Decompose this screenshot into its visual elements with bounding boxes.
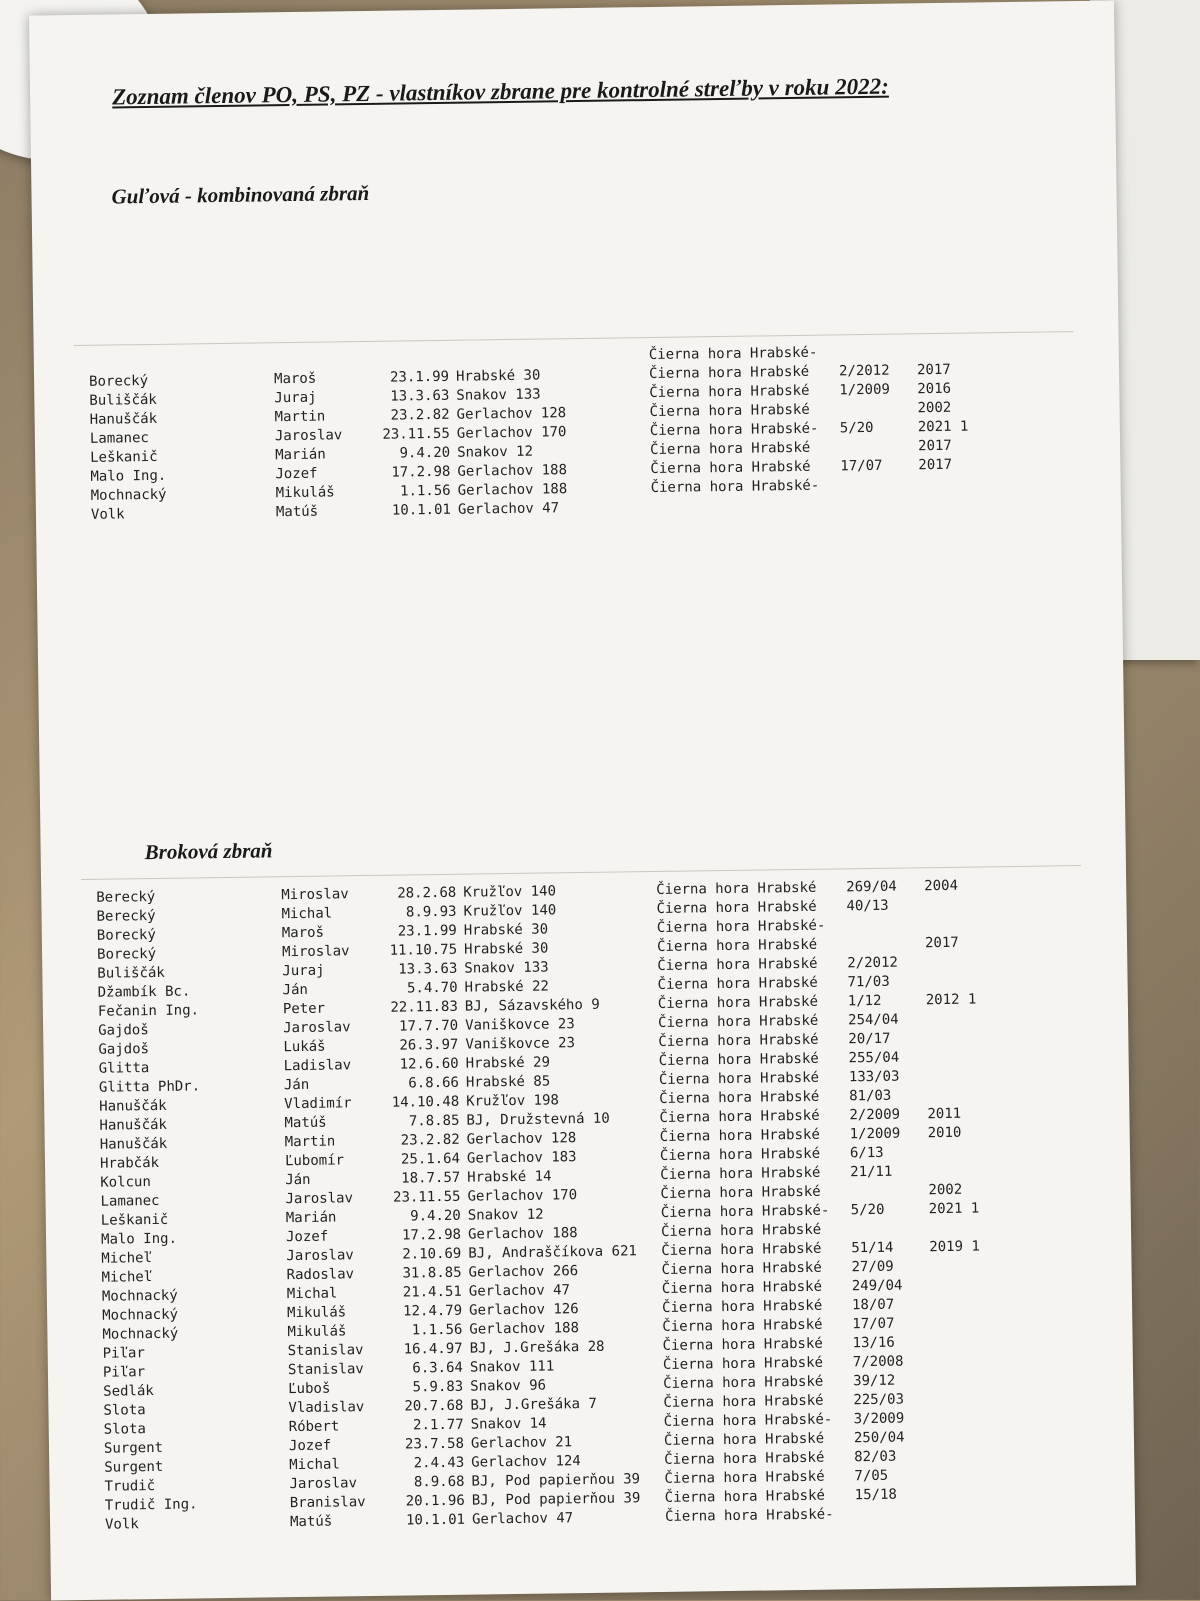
member-year: 2002: [917, 399, 952, 417]
member-hunting-club: Čierna hora Hrabské: [658, 1050, 819, 1069]
document-page: [29, 1, 1136, 1601]
member-first-name: Mikuláš: [287, 1323, 347, 1341]
member-last-name: Trudič: [104, 1478, 156, 1495]
member-address: Gerlachov 126: [468, 1301, 579, 1319]
member-first-name: Martin: [274, 408, 326, 426]
member-hunting-club: Čierna hora Hrabské-: [660, 1202, 830, 1221]
member-birth-date: 17.7.70: [399, 1017, 459, 1035]
member-hunting-club: Čierna hora Hrabské-: [649, 420, 819, 440]
member-address: BJ, Sázavského 9: [464, 996, 600, 1015]
member-hunting-club: Čierna hora Hrabské-: [650, 477, 820, 497]
member-last-name: Piľar: [102, 1364, 146, 1381]
member-license-number: 39/12: [853, 1372, 896, 1390]
shotgun-table: [96, 876, 1105, 1536]
member-hunting-club: Čierna hora Hrabské: [664, 1468, 825, 1487]
member-address: Gerlachov 47: [471, 1510, 574, 1528]
member-hunting-club: Čierna hora Hrabské: [658, 1069, 820, 1088]
member-hunting-club: Čierna hora Hrabské-: [656, 917, 826, 936]
member-first-name: Michal: [289, 1456, 340, 1474]
member-hunting-club: Čierna hora Hrabské: [660, 1183, 821, 1202]
member-hunting-club: Čierna hora Hrabské: [664, 1487, 825, 1506]
member-first-name: Ladislav: [283, 1057, 352, 1075]
member-license-number: 18/07: [851, 1296, 895, 1314]
member-last-name: Mochnacký: [101, 1287, 178, 1305]
member-last-name: Malo Ing.: [100, 1230, 178, 1248]
member-hunting-club: Čierna hora Hrabské: [649, 401, 810, 421]
member-last-name: Malo Ing.: [90, 467, 167, 485]
member-year: 2017: [918, 456, 953, 474]
member-last-name: Berecký: [96, 888, 156, 906]
member-hunting-club: Čierna hora Hrabské: [650, 458, 811, 478]
member-birth-date: 1.1.56: [399, 482, 451, 500]
member-address: Snakov 133: [464, 959, 549, 977]
member-first-name: Michal: [281, 905, 333, 923]
member-year: 2017: [924, 934, 959, 952]
member-year: 2011: [927, 1105, 962, 1123]
member-birth-date: 5.9.83: [412, 1378, 464, 1396]
member-first-name: Radoslav: [286, 1266, 355, 1284]
member-first-name: Lukáš: [283, 1038, 326, 1056]
member-first-name: Jozef: [285, 1228, 329, 1246]
member-address: Gerlachov 47: [457, 500, 560, 518]
member-address: Hrabské 22: [464, 978, 550, 996]
member-last-name: Surgent: [103, 1439, 164, 1457]
member-license-number: 255/04: [848, 1049, 900, 1067]
member-license-number: 254/04: [847, 1011, 899, 1029]
member-birth-date: 28.2.68: [397, 884, 457, 902]
member-birth-date: 13.3.63: [390, 387, 450, 405]
member-first-name: Juraj: [274, 389, 317, 407]
member-birth-date: 23.1.99: [389, 368, 450, 386]
member-year: 2004: [924, 877, 959, 895]
member-birth-date: 1.1.56: [411, 1321, 463, 1339]
member-address: Gerlachov 128: [456, 405, 567, 423]
member-last-name: Glitta PhDr.: [98, 1078, 201, 1096]
member-first-name: Peter: [282, 1000, 326, 1018]
member-year: 2016: [917, 380, 952, 398]
member-license-number: 6/13: [849, 1144, 884, 1162]
member-hunting-club: Čierna hora Hrabské: [660, 1164, 821, 1183]
member-address: Gerlachov 266: [468, 1263, 579, 1281]
section-heading-shotgun: Broková zbraň: [144, 838, 273, 865]
member-hunting-club: Čierna hora Hrabské: [661, 1297, 823, 1316]
member-last-name: Leškanič: [90, 448, 158, 466]
member-birth-date: 11.10.75: [389, 941, 458, 959]
member-hunting-club: Čierna hora Hrabské: [660, 1221, 822, 1240]
member-license-number: 7/05: [854, 1467, 889, 1485]
member-birth-date: 16.4.97: [403, 1340, 463, 1358]
member-birth-date: 12.4.79: [402, 1302, 463, 1320]
member-last-name: Berecký: [96, 907, 156, 925]
member-hunting-club: Čierna hora Hrabské: [663, 1430, 825, 1449]
member-birth-date: 23.2.82: [390, 406, 450, 424]
member-hunting-club: Čierna hora Hrabské-: [648, 344, 818, 364]
member-last-name: Slota: [103, 1421, 147, 1438]
member-last-name: Lamanec: [100, 1192, 160, 1210]
member-first-name: Marián: [275, 446, 326, 464]
member-hunting-club: Čierna hora Hrabské: [662, 1335, 823, 1354]
member-birth-date: [364, 350, 449, 351]
member-first-name: Maroš: [281, 924, 325, 942]
member-year: 2021 1: [917, 418, 969, 436]
member-birth-date: 6.8.66: [408, 1074, 460, 1092]
member-license-number: 71/03: [847, 973, 890, 991]
member-address: BJ, J.Grešáka 28: [469, 1338, 605, 1357]
member-address: Gerlachov 188: [457, 481, 568, 499]
member-last-name: Sedlák: [103, 1383, 154, 1400]
document-title: Zoznam členov PO, PS, PZ - vlastníkov zbrane pre kontrolné streľby v roku 2022:: [111, 73, 889, 110]
member-first-name: Matúš: [275, 503, 319, 521]
member-hunting-club: Čierna hora Hrabské: [656, 898, 817, 917]
member-address: BJ, Pod papierňou 39: [471, 1471, 641, 1490]
member-birth-date: 8.9.68: [413, 1473, 465, 1491]
section-heading-rifle: Guľová - kombinovaná zbraň: [111, 180, 370, 209]
member-hunting-club: Čierna hora Hrabské: [663, 1392, 824, 1411]
member-address: Gerlachov 170: [467, 1187, 578, 1205]
member-birth-date: 21.4.51: [402, 1283, 462, 1301]
member-first-name: Maroš: [273, 370, 317, 388]
member-first-name: Mikuláš: [275, 484, 335, 502]
member-license-number: 17/07: [852, 1315, 895, 1333]
member-last-name: Mochnacký: [90, 486, 167, 504]
member-last-name: Hanuščák: [99, 1116, 168, 1134]
member-first-name: Jaroslav: [274, 427, 343, 445]
member-last-name: Piľar: [102, 1345, 145, 1362]
member-hunting-club: Čierna hora Hrabské: [661, 1278, 823, 1297]
member-address: Hrabské 85: [465, 1073, 551, 1091]
member-license-number: 21/11: [850, 1163, 893, 1181]
member-last-name: Borecký: [96, 945, 157, 963]
member-birth-date: 13.3.63: [398, 960, 458, 978]
member-license-number: 15/18: [854, 1486, 897, 1504]
member-last-name: Volk: [90, 506, 125, 523]
member-hunting-club: Čierna hora Hrabské-: [664, 1506, 834, 1525]
member-address: Gerlachov 124: [471, 1453, 581, 1471]
member-year: 2012 1: [925, 991, 977, 1009]
member-address: BJ, Družstevná 10: [466, 1110, 610, 1129]
member-address: Hrabské 30: [463, 921, 549, 939]
member-birth-date: 2.1.77: [413, 1416, 464, 1434]
member-first-name: Juraj: [282, 962, 325, 980]
member-first-name: Miroslav: [281, 943, 350, 961]
member-first-name: Jaroslav: [283, 1019, 351, 1037]
member-hunting-club: Čierna hora Hrabské: [662, 1354, 824, 1373]
member-year: 2002: [928, 1181, 963, 1199]
member-last-name: Hanuščák: [99, 1135, 168, 1153]
member-license-number: 249/04: [851, 1277, 903, 1295]
member-license-number: 40/13: [846, 897, 889, 915]
member-address: Hrabské 29: [465, 1054, 551, 1072]
member-address: BJ, Andraščíkova 621: [468, 1243, 637, 1262]
member-last-name: Buliščák: [89, 391, 157, 409]
member-hunting-club: Čierna hora Hrabské: [662, 1316, 823, 1335]
member-license-number: 1/12: [847, 992, 882, 1010]
member-last-name: Volk: [104, 1516, 139, 1533]
member-birth-date: 25.1.64: [400, 1150, 461, 1168]
member-address: Kružľov 140: [463, 883, 557, 901]
member-birth-date: 2.4.43: [413, 1454, 465, 1472]
member-last-name: Mochnacký: [102, 1325, 179, 1343]
member-last-name: Gajdoš: [98, 1041, 150, 1058]
member-address: Hrabské 30: [455, 367, 541, 385]
member-hunting-club: Čierna hora Hrabské: [658, 1012, 819, 1031]
member-birth-date: 17.2.98: [401, 1226, 462, 1244]
member-hunting-club: Čierna hora Hrabské: [657, 955, 818, 974]
member-last-name: Džambík Bc.: [97, 983, 191, 1001]
member-birth-date: 31.8.85: [402, 1264, 462, 1282]
member-license-number: 3/2009: [853, 1410, 905, 1428]
member-year: 2017: [916, 361, 951, 379]
member-address: Gerlachov 170: [456, 424, 567, 442]
member-address: Kružľov 140: [463, 902, 557, 920]
member-birth-date: 20.1.96: [405, 1492, 465, 1510]
member-first-name: Michal: [286, 1285, 338, 1303]
member-birth-date: 20.7.68: [404, 1397, 464, 1415]
member-first-name: Vladislav: [288, 1399, 365, 1417]
member-last-name: Hanuščák: [89, 410, 158, 428]
member-birth-date: 23.1.99: [397, 922, 457, 940]
member-first-name: Jaroslav: [286, 1247, 354, 1265]
member-license-number: 133/03: [848, 1068, 900, 1086]
member-license-number: 250/04: [853, 1429, 905, 1447]
member-last-name: Borecký: [88, 373, 149, 390]
member-license-number: 2/2012: [838, 362, 890, 380]
member-hunting-club: Čierna hora Hrabské: [659, 1145, 821, 1164]
member-hunting-club: Čierna hora Hrabské: [659, 1107, 820, 1126]
member-birth-date: 23.11.55: [382, 425, 450, 443]
member-license-number: 1/2009: [839, 381, 890, 399]
member-first-name: Ľuboš: [288, 1380, 331, 1398]
member-hunting-club: Čierna hora Hrabské: [659, 1088, 820, 1107]
member-hunting-club: Čierna hora Hrabské: [661, 1259, 822, 1278]
member-first-name: Vladimír: [284, 1095, 352, 1113]
member-birth-date: 2.10.69: [402, 1245, 462, 1263]
member-birth-date: 23.7.58: [404, 1435, 465, 1453]
member-first-name: Ľubomír: [284, 1152, 345, 1170]
member-address: Gerlachov 128: [466, 1130, 577, 1148]
member-first-name: Jozef: [288, 1437, 332, 1455]
member-hunting-club: Čierna hora Hrabské-: [663, 1411, 833, 1430]
member-last-name: Lamanec: [89, 430, 150, 447]
member-license-number: 51/14: [851, 1239, 894, 1257]
member-hunting-club: Čierna hora Hrabské: [663, 1373, 824, 1392]
member-hunting-club: Čierna hora Hrabské: [649, 382, 810, 402]
member-address: Snakov 14: [470, 1415, 547, 1433]
member-address: Gerlachov 47: [468, 1282, 571, 1300]
member-license-number: 5/20: [839, 419, 874, 437]
member-address: Gerlachov 188: [467, 1225, 578, 1243]
member-last-name: Gajdoš: [98, 1022, 149, 1039]
member-first-name: Marián: [285, 1209, 337, 1227]
member-address: Snakov 111: [469, 1358, 555, 1376]
member-birth-date: 22.11.83: [390, 998, 458, 1016]
member-year: 2021 1: [928, 1200, 980, 1218]
member-first-name: Ján: [285, 1171, 311, 1189]
member-birth-date: 23.2.82: [400, 1131, 460, 1149]
member-license-number: 7/2008: [852, 1353, 904, 1371]
member-birth-date: 5.4.70: [406, 979, 458, 997]
member-birth-date: 23.11.55: [392, 1188, 461, 1206]
member-hunting-club: Čierna hora Hrabské: [656, 936, 818, 955]
member-address: Gerlachov 183: [466, 1149, 577, 1167]
member-year: 2019 1: [929, 1238, 980, 1256]
member-first-name: Jozef: [275, 465, 318, 483]
member-license-number: 27/09: [851, 1258, 894, 1276]
member-last-name: Borecký: [96, 926, 156, 944]
member-birth-date: 14.10.48: [391, 1093, 460, 1111]
member-license-number: 2/2009: [849, 1106, 901, 1124]
member-first-name: Róbert: [288, 1418, 340, 1436]
member-first-name: Jaroslav: [285, 1190, 354, 1208]
member-address: Snakov 133: [456, 386, 541, 404]
member-last-name: Mochnacký: [102, 1306, 179, 1324]
member-address: Hrabské 30: [463, 940, 549, 958]
member-hunting-club: Čierna hora Hrabské: [648, 363, 810, 383]
member-last-name: Hanuščák: [99, 1097, 167, 1115]
member-first-name: Martin: [284, 1133, 336, 1151]
member-last-name: Hrabčák: [99, 1154, 160, 1172]
member-birth-date: 6.3.64: [412, 1359, 464, 1377]
member-birth-date: 8.9.93: [405, 903, 457, 921]
member-last-name: Trudič Ing.: [104, 1496, 198, 1514]
member-license-number: 20/17: [848, 1030, 891, 1048]
member-license-number: 225/03: [853, 1391, 905, 1409]
member-license-number: 81/03: [849, 1087, 892, 1105]
member-birth-date: 10.1.01: [391, 501, 452, 519]
member-birth-date: 9.4.20: [399, 444, 451, 462]
member-license-number: 1/2009: [849, 1125, 901, 1143]
member-address: Gerlachov 188: [457, 462, 568, 480]
member-birth-date: 7.8.85: [408, 1112, 460, 1130]
member-address: Gerlachov 188: [469, 1320, 580, 1338]
member-hunting-club: Čierna hora Hrabské: [659, 1126, 820, 1145]
rifle-table: [89, 341, 1091, 526]
member-address: Vaniškovce 23: [465, 1016, 575, 1034]
member-last-name: Kolcun: [100, 1174, 151, 1191]
member-hunting-club: Čierna hora Hrabské: [650, 439, 811, 459]
member-address: Hrabské 14: [467, 1168, 552, 1186]
member-hunting-club: Čierna hora Hrabské: [657, 993, 819, 1012]
member-address: BJ, J.Grešáka 7: [470, 1395, 597, 1414]
member-hunting-club: Čierna hora Hrabské: [656, 879, 817, 898]
member-first-name: Branislav: [289, 1494, 366, 1512]
member-license-number: 2/2012: [847, 954, 898, 972]
member-first-name: Jaroslav: [289, 1475, 358, 1493]
member-license-number: 13/16: [852, 1334, 895, 1352]
member-license-number: 82/03: [854, 1448, 897, 1466]
member-license-number: 17/07: [840, 457, 883, 475]
member-first-name: Miroslav: [281, 886, 349, 904]
member-birth-date: 17.2.98: [391, 463, 451, 481]
member-birth-date: 12.6.60: [399, 1055, 459, 1073]
member-last-name: Buliščák: [97, 964, 165, 982]
member-address: Vaniškovce 23: [465, 1035, 576, 1053]
member-last-name: Glitta: [98, 1060, 150, 1077]
member-birth-date: 10.1.01: [405, 1511, 466, 1529]
member-last-name: Fečanin Ing.: [97, 1002, 200, 1020]
member-hunting-club: Čierna hora Hrabské: [664, 1449, 825, 1468]
member-first-name: Matúš: [289, 1513, 333, 1531]
member-hunting-club: Čierna hora Hrabské: [661, 1240, 822, 1259]
member-address: Kružľov 198: [466, 1092, 560, 1110]
member-last-name: Surgent: [104, 1458, 164, 1476]
member-first-name: Mikuláš: [287, 1304, 347, 1322]
member-first-name: Stanislav: [287, 1342, 364, 1360]
member-license-number: 5/20: [850, 1201, 885, 1219]
member-address: Gerlachov 21: [470, 1434, 573, 1452]
member-birth-date: 18.7.57: [401, 1169, 461, 1187]
member-year: 2017: [917, 437, 952, 455]
member-last-name: Leškanič: [100, 1211, 169, 1229]
member-first-name: Stanislav: [287, 1361, 364, 1379]
member-address: Snakov 12: [457, 443, 534, 461]
member-address: Snakov 12: [467, 1206, 544, 1224]
member-hunting-club: Čierna hora Hrabské: [657, 974, 818, 993]
member-hunting-club: Čierna hora Hrabské: [658, 1031, 819, 1050]
member-first-name: Ján: [282, 981, 309, 999]
member-first-name: Matúš: [284, 1114, 327, 1132]
member-birth-date: 9.4.20: [410, 1207, 461, 1225]
member-first-name: Ján: [283, 1076, 310, 1094]
member-address: Snakov 96: [470, 1377, 547, 1395]
member-last-name: Micheľ: [101, 1250, 153, 1267]
member-birth-date: 26.3.97: [399, 1036, 459, 1054]
member-year: 2010: [927, 1124, 962, 1142]
member-last-name: Slota: [103, 1402, 146, 1419]
member-address: BJ, Pod papierňou 39: [471, 1490, 641, 1509]
member-license-number: 269/04: [846, 878, 897, 896]
member-last-name: Micheľ: [101, 1269, 153, 1286]
